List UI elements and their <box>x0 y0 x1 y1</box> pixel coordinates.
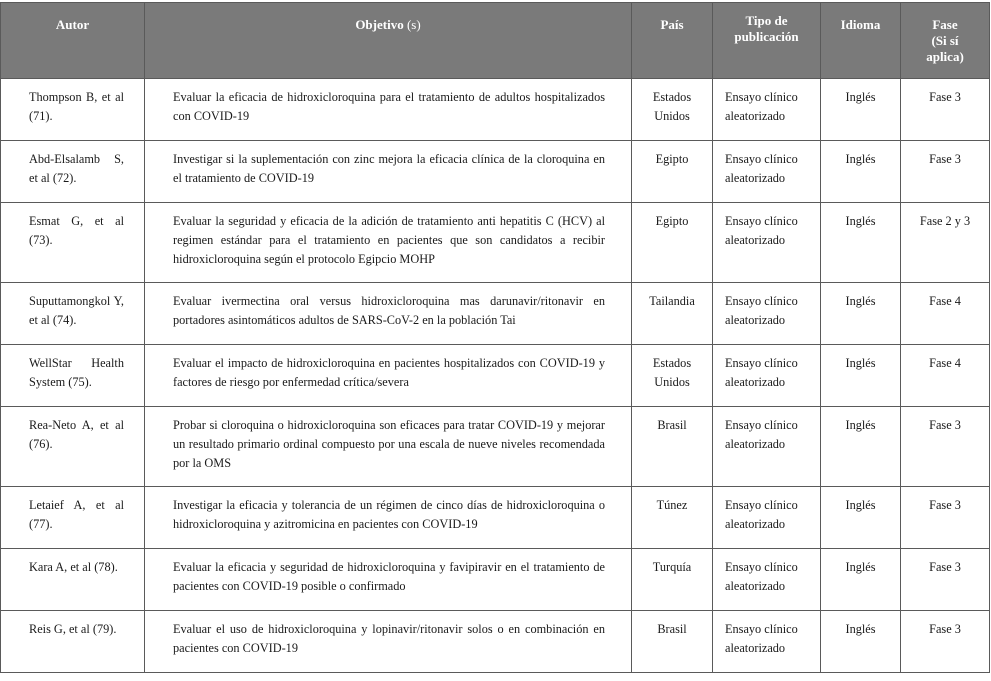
table-row <box>1 549 990 611</box>
cell-fase: Fase 3 <box>901 141 990 203</box>
cell-tipo: Ensayo clínico aleatorizado <box>713 141 821 203</box>
table-row <box>1 203 990 283</box>
cell-autor: WellStar Health System (75). <box>1 345 145 407</box>
cell-fase: Fase 3 <box>901 407 990 487</box>
cell-idioma: Inglés <box>821 549 901 611</box>
cell-idioma: Inglés <box>821 141 901 203</box>
cell-tipo: Ensayo clínico aleatorizado <box>713 345 821 407</box>
table-row <box>1 487 990 549</box>
table-row <box>1 407 990 487</box>
cell-tipo: Ensayo clínico aleatorizado <box>713 549 821 611</box>
header-pais: País <box>632 3 713 79</box>
cell-fase: Fase 3 <box>901 549 990 611</box>
cell-tipo: Ensayo clínico aleatorizado <box>713 203 821 283</box>
cell-pais: Brasil <box>632 611 713 673</box>
cell-objetivo: Evaluar el impacto de hidroxicloroquina en pacientes hospitalizados con COVID-19 y factores de riesgo por enfermedad crítica/severa <box>145 345 632 407</box>
cell-idioma: Inglés <box>821 345 901 407</box>
cell-objetivo: Probar si cloroquina o hidroxicloroquina son eficaces para tratar COVID-19 y mejorar un resultado primario ordinal compuesto por una escala de nueve niveles recomendada por la OMS <box>145 407 632 487</box>
header-idioma: Idioma <box>821 3 901 79</box>
cell-fase: Fase 4 <box>901 345 990 407</box>
cell-autor: Thompson B, et al (71). <box>1 79 145 141</box>
cell-objetivo: Evaluar la eficacia y seguridad de hidroxicloroquina y favipiravir en el tratamiento de pacientes con COVID-19 posible o confirmado <box>145 549 632 611</box>
cell-idioma: Inglés <box>821 283 901 345</box>
header-objetivo: Objetivo (s) <box>145 3 632 79</box>
cell-fase: Fase 3 <box>901 487 990 549</box>
table-row <box>1 141 990 203</box>
cell-objetivo: Evaluar la seguridad y eficacia de la adición de tratamiento anti hepatitis C (HCV) al regimen estándar para el tratamiento en pacientes que son candidatos a recibir hidroxicloroquina según el protocolo Egipcio MOHP <box>145 203 632 283</box>
table-row <box>1 611 990 673</box>
table-row <box>1 283 990 345</box>
cell-pais: Túnez <box>632 487 713 549</box>
cell-pais: Egipto <box>632 141 713 203</box>
cell-objetivo: Evaluar ivermectina oral versus hidroxicloroquina mas darunavir/ritonavir en portadores asintomáticos adultos de SARS-CoV-2 en la población Tai <box>145 283 632 345</box>
cell-pais: Brasil <box>632 407 713 487</box>
cell-pais: Estados Unidos <box>632 79 713 141</box>
cell-idioma: Inglés <box>821 79 901 141</box>
cell-tipo: Ensayo clínico aleatorizado <box>713 283 821 345</box>
cell-tipo: Ensayo clínico aleatorizado <box>713 407 821 487</box>
cell-autor: Esmat G, et al (73). <box>1 203 145 283</box>
cell-tipo: Ensayo clínico aleatorizado <box>713 487 821 549</box>
cell-fase: Fase 3 <box>901 79 990 141</box>
cell-objetivo: Evaluar la eficacia de hidroxicloroquina para el tratamiento de adultos hospitalizados con COVID-19 <box>145 79 632 141</box>
cell-objetivo: Investigar la eficacia y tolerancia de un régimen de cinco días de hidroxicloroquina o hidroxicloroquina y azitromicina en pacientes con COVID-19 <box>145 487 632 549</box>
cell-objetivo: Investigar si la suplementación con zinc mejora la eficacia clínica de la cloroquina en el tratamiento de COVID-19 <box>145 141 632 203</box>
cell-idioma: Inglés <box>821 407 901 487</box>
cell-autor: Letaief A, et al (77). <box>1 487 145 549</box>
cell-pais: Egipto <box>632 203 713 283</box>
cell-autor: Suputtamongkol Y, et al (74). <box>1 283 145 345</box>
header-autor: Autor <box>1 3 145 79</box>
cell-autor: Rea-Neto A, et al (76). <box>1 407 145 487</box>
cell-fase: Fase 3 <box>901 611 990 673</box>
table-header-row <box>1 3 990 79</box>
studies-table <box>0 2 990 673</box>
cell-tipo: Ensayo clínico aleatorizado <box>713 79 821 141</box>
table-row <box>1 345 990 407</box>
cell-pais: Tailandia <box>632 283 713 345</box>
cell-pais: Turquía <box>632 549 713 611</box>
header-fase: Fase (Si sí aplica) <box>901 3 990 79</box>
table-row <box>1 79 990 141</box>
cell-pais: Estados Unidos <box>632 345 713 407</box>
cell-tipo: Ensayo clínico aleatorizado <box>713 611 821 673</box>
cell-objetivo: Evaluar el uso de hidroxicloroquina y lopinavir/ritonavir solos o en combinación en pacientes con COVID-19 <box>145 611 632 673</box>
cell-fase: Fase 4 <box>901 283 990 345</box>
cell-idioma: Inglés <box>821 611 901 673</box>
cell-autor: Reis G, et al (79). <box>1 611 145 673</box>
header-tipo: Tipo de publicación <box>713 3 821 79</box>
cell-idioma: Inglés <box>821 487 901 549</box>
cell-autor: Abd-Elsalamb S, et al (72). <box>1 141 145 203</box>
cell-fase: Fase 2 y 3 <box>901 203 990 283</box>
cell-idioma: Inglés <box>821 203 901 283</box>
cell-autor: Kara A, et al (78). <box>1 549 145 611</box>
